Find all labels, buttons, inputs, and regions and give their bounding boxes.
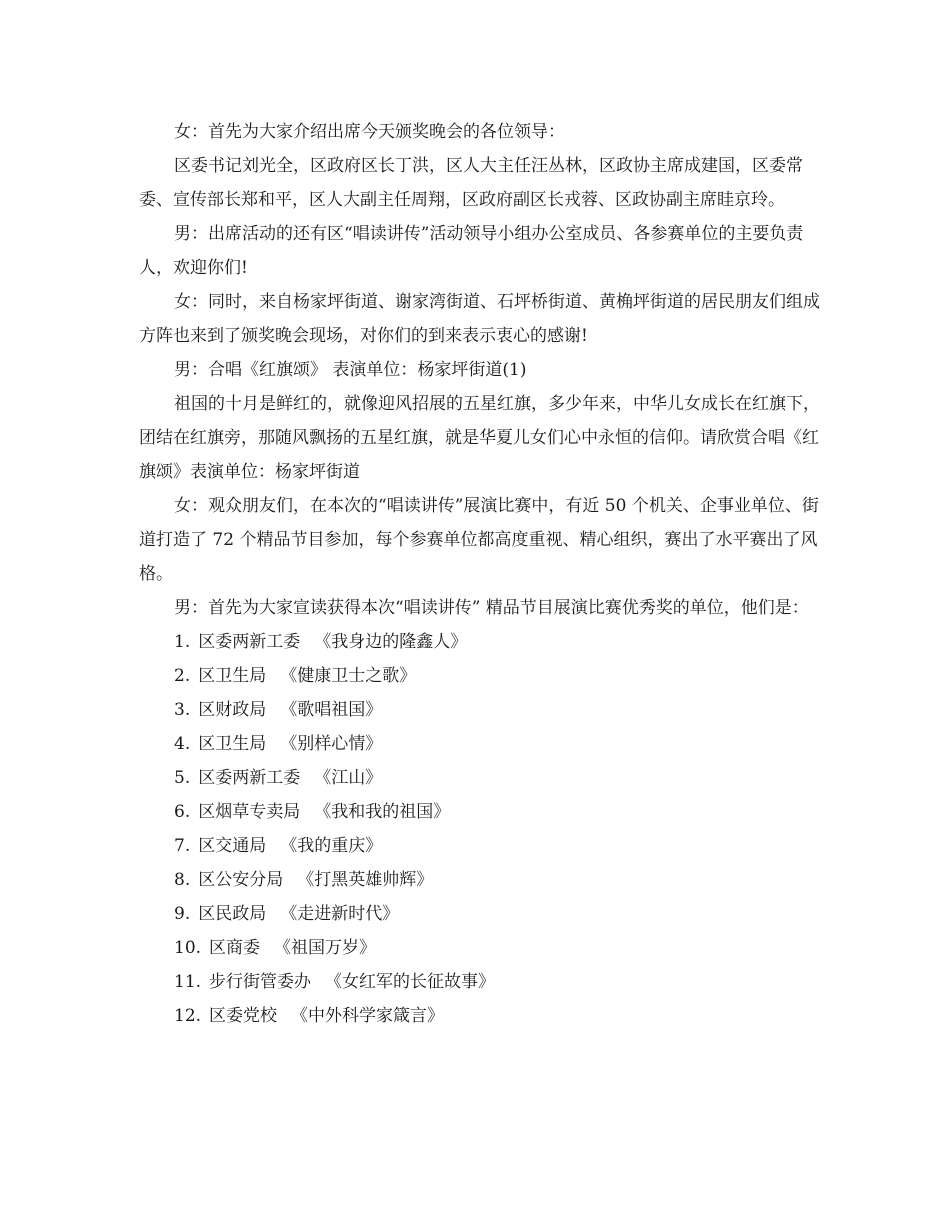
list-item-number: 8. [174,870,191,890]
list-item [139,625,829,659]
list-item [139,999,829,1033]
list-item-number: 4. [174,734,191,754]
list-item-number: 9. [174,904,191,924]
list-item-title: 《歌唱祖国》 [280,700,383,720]
list-item-unit: 区烟草专卖局 [198,802,301,822]
list-item-title: 《我和我的祖国》 [314,802,451,822]
list-item-number: 11. [174,972,202,992]
list-item-unit: 区委党校 [209,1006,278,1026]
list-item [139,795,829,829]
paragraph-leaders-list: 区委书记刘光全，区政府区长丁洪，区人大主任汪丛林，区政协主席成建国，区委常委、宣传部长郑和平，区人大副主任周翔，区政府副区长戎蓉、区政协副主席眭京玲。 [139,156,803,210]
list-item-number: 10. [174,938,202,958]
list-item-title: 《打黑英雄帅辉》 [297,870,434,890]
list-item-title: 《我身边的隆鑫人》 [314,632,468,652]
list-item-title: 《祖国万岁》 [274,938,377,958]
list-item-title: 《走进新时代》 [280,904,400,924]
list-item-number: 5. [174,768,191,788]
list-item [139,693,829,727]
list-item-title: 《别样心情》 [280,734,383,754]
list-item-unit: 区卫生局 [198,734,267,754]
document-page [139,115,829,1033]
list-item-unit: 区卫生局 [198,666,267,686]
list-item-title: 《女红军的长征故事》 [325,972,496,992]
list-item [139,863,829,897]
list-item-number: 2. [174,666,191,686]
paragraph-contest-summary: 女：观众朋友们，在本次的“唱读讲传”展演比赛中，有近 50 个机关、企事业单位、街道打造了 72 个精品节目参加，每个参赛单位都高度重视、精心组织，赛出了水平赛出了风格。 [139,496,819,584]
award-list [139,625,829,1033]
list-item-title: 《健康卫士之歌》 [280,666,417,686]
list-item-number: 1. [174,632,191,652]
list-item-unit: 区委两新工委 [198,768,301,788]
list-item-unit: 区商委 [209,938,261,958]
list-item [139,761,829,795]
list-item [139,659,829,693]
paragraph-chorus-intro: 祖国的十月是鲜红的，就像迎风招展的五星红旗，多少年来，中华儿女成长在红旗下，团结在红旗旁，那随风飘扬的五星红旗，就是华夏儿女们心中永恒的信仰。请欣赏合唱《红旗颂》表演单位：杨家坪街道 [139,394,820,482]
list-item-unit: 区财政局 [198,700,267,720]
list-item-title: 《我的重庆》 [280,836,383,856]
list-item-title: 《中外科学家箴言》 [291,1006,445,1026]
list-item [139,965,829,999]
list-item [139,829,829,863]
list-item-unit: 区公安分局 [198,870,284,890]
list-item-unit: 区民政局 [198,904,267,924]
list-item [139,931,829,965]
list-item-title: 《江山》 [314,768,383,788]
list-item-unit: 区委两新工委 [198,632,301,652]
paragraph-residents: 女：同时，来自杨家坪街道、谢家湾街道、石坪桥街道、黄桷坪街道的居民朋友们组成方阵也来到了颁奖晚会现场，对你们的到来表示衷心的感谢! [139,292,820,346]
paragraph-award-announce: 男：首先为大家宣读获得本次“唱读讲传” 精品节目展演比赛优秀奖的单位，他们是： [174,598,809,618]
list-item-number: 3. [174,700,191,720]
list-item [139,897,829,931]
list-item-number: 7. [174,836,191,856]
list-item [139,727,829,761]
list-item-number: 6. [174,802,191,822]
list-item-unit: 区交通局 [198,836,267,856]
list-item-number: 12. [174,1006,202,1026]
paragraph-chorus-announce: 男：合唱《红旗颂》 表演单位：杨家坪街道(1) [174,360,527,380]
paragraph-attendees: 男：出席活动的还有区“唱读讲传”活动领导小组办公室成员、各参赛单位的主要负责人，欢迎你们! [139,224,804,278]
list-item-unit: 步行街管委办 [209,972,312,992]
paragraph-leaders-intro: 女：首先为大家介绍出席今天颁奖晚会的各位领导： [174,122,565,142]
